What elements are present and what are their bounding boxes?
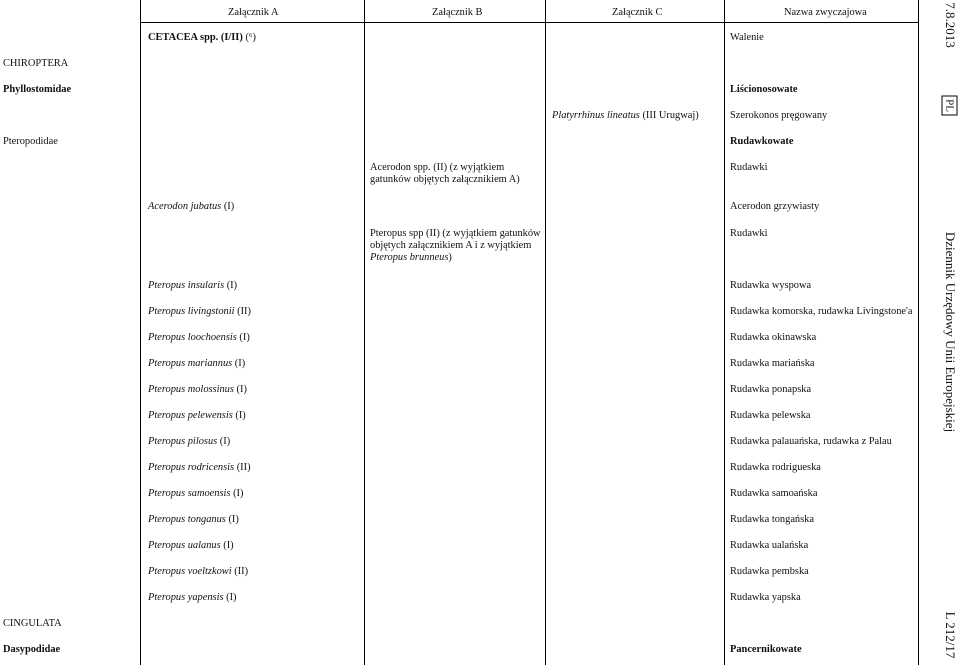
species-row	[148, 384, 247, 396]
species-annex: (I)	[236, 384, 247, 395]
species-annex: (I)	[228, 514, 239, 525]
cetacea-note: (⁶)	[245, 32, 256, 43]
species-common-name: Rudawka pembska	[730, 566, 809, 577]
pteropodidae-common: Rudawkowate	[730, 136, 794, 147]
species-annex: (I)	[239, 332, 250, 343]
header-col-c: Załącznik C	[612, 7, 663, 18]
dasypodidae-common: Pancernikowate	[730, 644, 802, 655]
species-annex: (II)	[237, 306, 251, 317]
species-row	[148, 436, 230, 448]
species-name: Pteropus voeltzkowi	[148, 566, 232, 577]
species-row	[148, 306, 251, 318]
order-cingulata: CINGULATA	[3, 618, 62, 629]
species-row	[148, 280, 237, 292]
species-name: Pteropus pelewensis	[148, 410, 233, 421]
species-common-name: Rudawka mariańska	[730, 358, 815, 369]
platyrrhinus-annex: (III Urugwaj)	[642, 110, 699, 121]
species-annex: (I)	[235, 410, 246, 421]
cetacea-row	[148, 32, 256, 44]
species-name: Pteropus loochoensis	[148, 332, 237, 343]
species-common-name: Rudawka okinawska	[730, 332, 817, 343]
species-annex: (II)	[236, 462, 251, 473]
species-common-name: Rudawka pelewska	[730, 410, 811, 421]
species-row	[148, 540, 234, 552]
species-row	[148, 462, 251, 474]
species-name: Pteropus samoensis	[148, 488, 231, 499]
species-name: Pteropus yapensis	[148, 592, 224, 603]
sidebar-lang-box: PL	[942, 95, 958, 116]
species-name: Pteropus mariannus	[148, 358, 233, 369]
acerodon-spp-entry: Acerodon spp. (II) (z wyjątkiem gatunków objętych załącznikiem A)	[370, 162, 520, 185]
species-name: Pteropus pilosus	[148, 436, 218, 447]
sidebar-date: 7.8.2013	[943, 2, 958, 48]
header-col-name: Nazwa zwyczajowa	[784, 7, 867, 18]
col-divider-c	[545, 0, 546, 665]
species-common-name: Rudawka ponapska	[730, 384, 812, 395]
species-row	[148, 488, 243, 500]
species-common-name: Rudawka ualańska	[730, 540, 809, 551]
species-row	[148, 566, 248, 578]
species-row	[148, 592, 237, 604]
species-row	[148, 410, 246, 422]
cetacea-annex: (I/II)	[220, 32, 243, 43]
species-row	[148, 332, 250, 344]
pteropus-brunneus: Pteropus brunneus	[370, 252, 449, 263]
species-name: Pteropus molossinus	[148, 384, 234, 395]
species-annex: (I)	[223, 540, 234, 551]
family-dasypodidae: Dasypodidae	[3, 644, 61, 655]
family-phyllostomidae: Phyllostomidae	[3, 84, 72, 95]
species-name: Pteropus rodricensis	[148, 462, 235, 473]
species-name: Pteropus livingstonii	[148, 306, 235, 317]
acerodon-jubatus-common: Acerodon grzywiasty	[730, 201, 820, 212]
sidebar-ref: L 212/17	[943, 611, 958, 659]
header-col-b: Załącznik B	[432, 7, 483, 18]
family-pteropodidae: Pteropodidae	[3, 136, 58, 147]
species-common-name: Rudawka wyspowa	[730, 280, 812, 291]
phyllostomidae-common: Liścionosowate	[730, 84, 798, 95]
cetacea-common: Walenie	[730, 32, 764, 43]
acerodon-jubatus-species: Acerodon jubatus	[148, 201, 222, 212]
species-annex: (I)	[219, 436, 231, 447]
cetacea-name: CETACEA spp.	[148, 32, 219, 43]
header-col-a: Załącznik A	[228, 7, 279, 18]
species-annex: (II)	[234, 566, 249, 577]
col-divider-b	[364, 0, 365, 665]
species-name: Pteropus insularis	[148, 280, 225, 291]
species-row	[148, 514, 239, 526]
species-common-name: Rudawka komorska, rudawka Livingstone'a	[730, 306, 913, 317]
species-common-name: Rudawka palauańska, rudawka z Palau	[730, 436, 892, 447]
acerodon-spp-common: Rudawki	[730, 162, 768, 173]
acerodon-jubatus-annex: (I)	[223, 201, 235, 212]
species-common-name: Rudawka yapska	[730, 592, 801, 603]
pteropus-spp-common: Rudawki	[730, 228, 768, 239]
species-annex: (I)	[234, 358, 246, 369]
species-common-name: Rudawka samoańska	[730, 488, 818, 499]
species-annex: (I)	[233, 488, 244, 499]
species-annex: (I)	[226, 592, 237, 603]
sidebar-lang	[943, 91, 958, 121]
sidebar-journal: Dziennik Urzędowy Unii Europejskiej	[943, 231, 958, 433]
platyrrhinus-species: Platyrrhinus lineatus	[552, 110, 640, 121]
pteropus-spp-close: )	[448, 252, 452, 263]
species-annex: (I)	[226, 280, 238, 291]
right-border	[918, 0, 919, 665]
pteropus-spp-entry	[370, 228, 542, 264]
pteropus-spp-text: Pteropus spp (II) (z wyjątkiem gatunków objętych załącznikiem A i z wyjątkiem	[370, 228, 541, 251]
species-common-name: Rudawka tongańska	[730, 514, 814, 525]
order-chiroptera: CHIROPTERA	[3, 58, 69, 69]
acerodon-jubatus-entry	[148, 201, 234, 213]
species-name: Pteropus ualanus	[148, 540, 221, 551]
species-common-name: Rudawka rodriguesk​a	[730, 462, 821, 473]
header-rule	[140, 22, 918, 23]
col-divider-name	[724, 0, 725, 665]
platyrrhinus-entry	[552, 110, 699, 122]
col-divider-a	[140, 0, 141, 665]
species-name: Pteropus tonganus	[148, 514, 226, 525]
platyrrhinus-common: Szerokonos pręgowany	[730, 110, 828, 121]
species-row	[148, 358, 245, 370]
